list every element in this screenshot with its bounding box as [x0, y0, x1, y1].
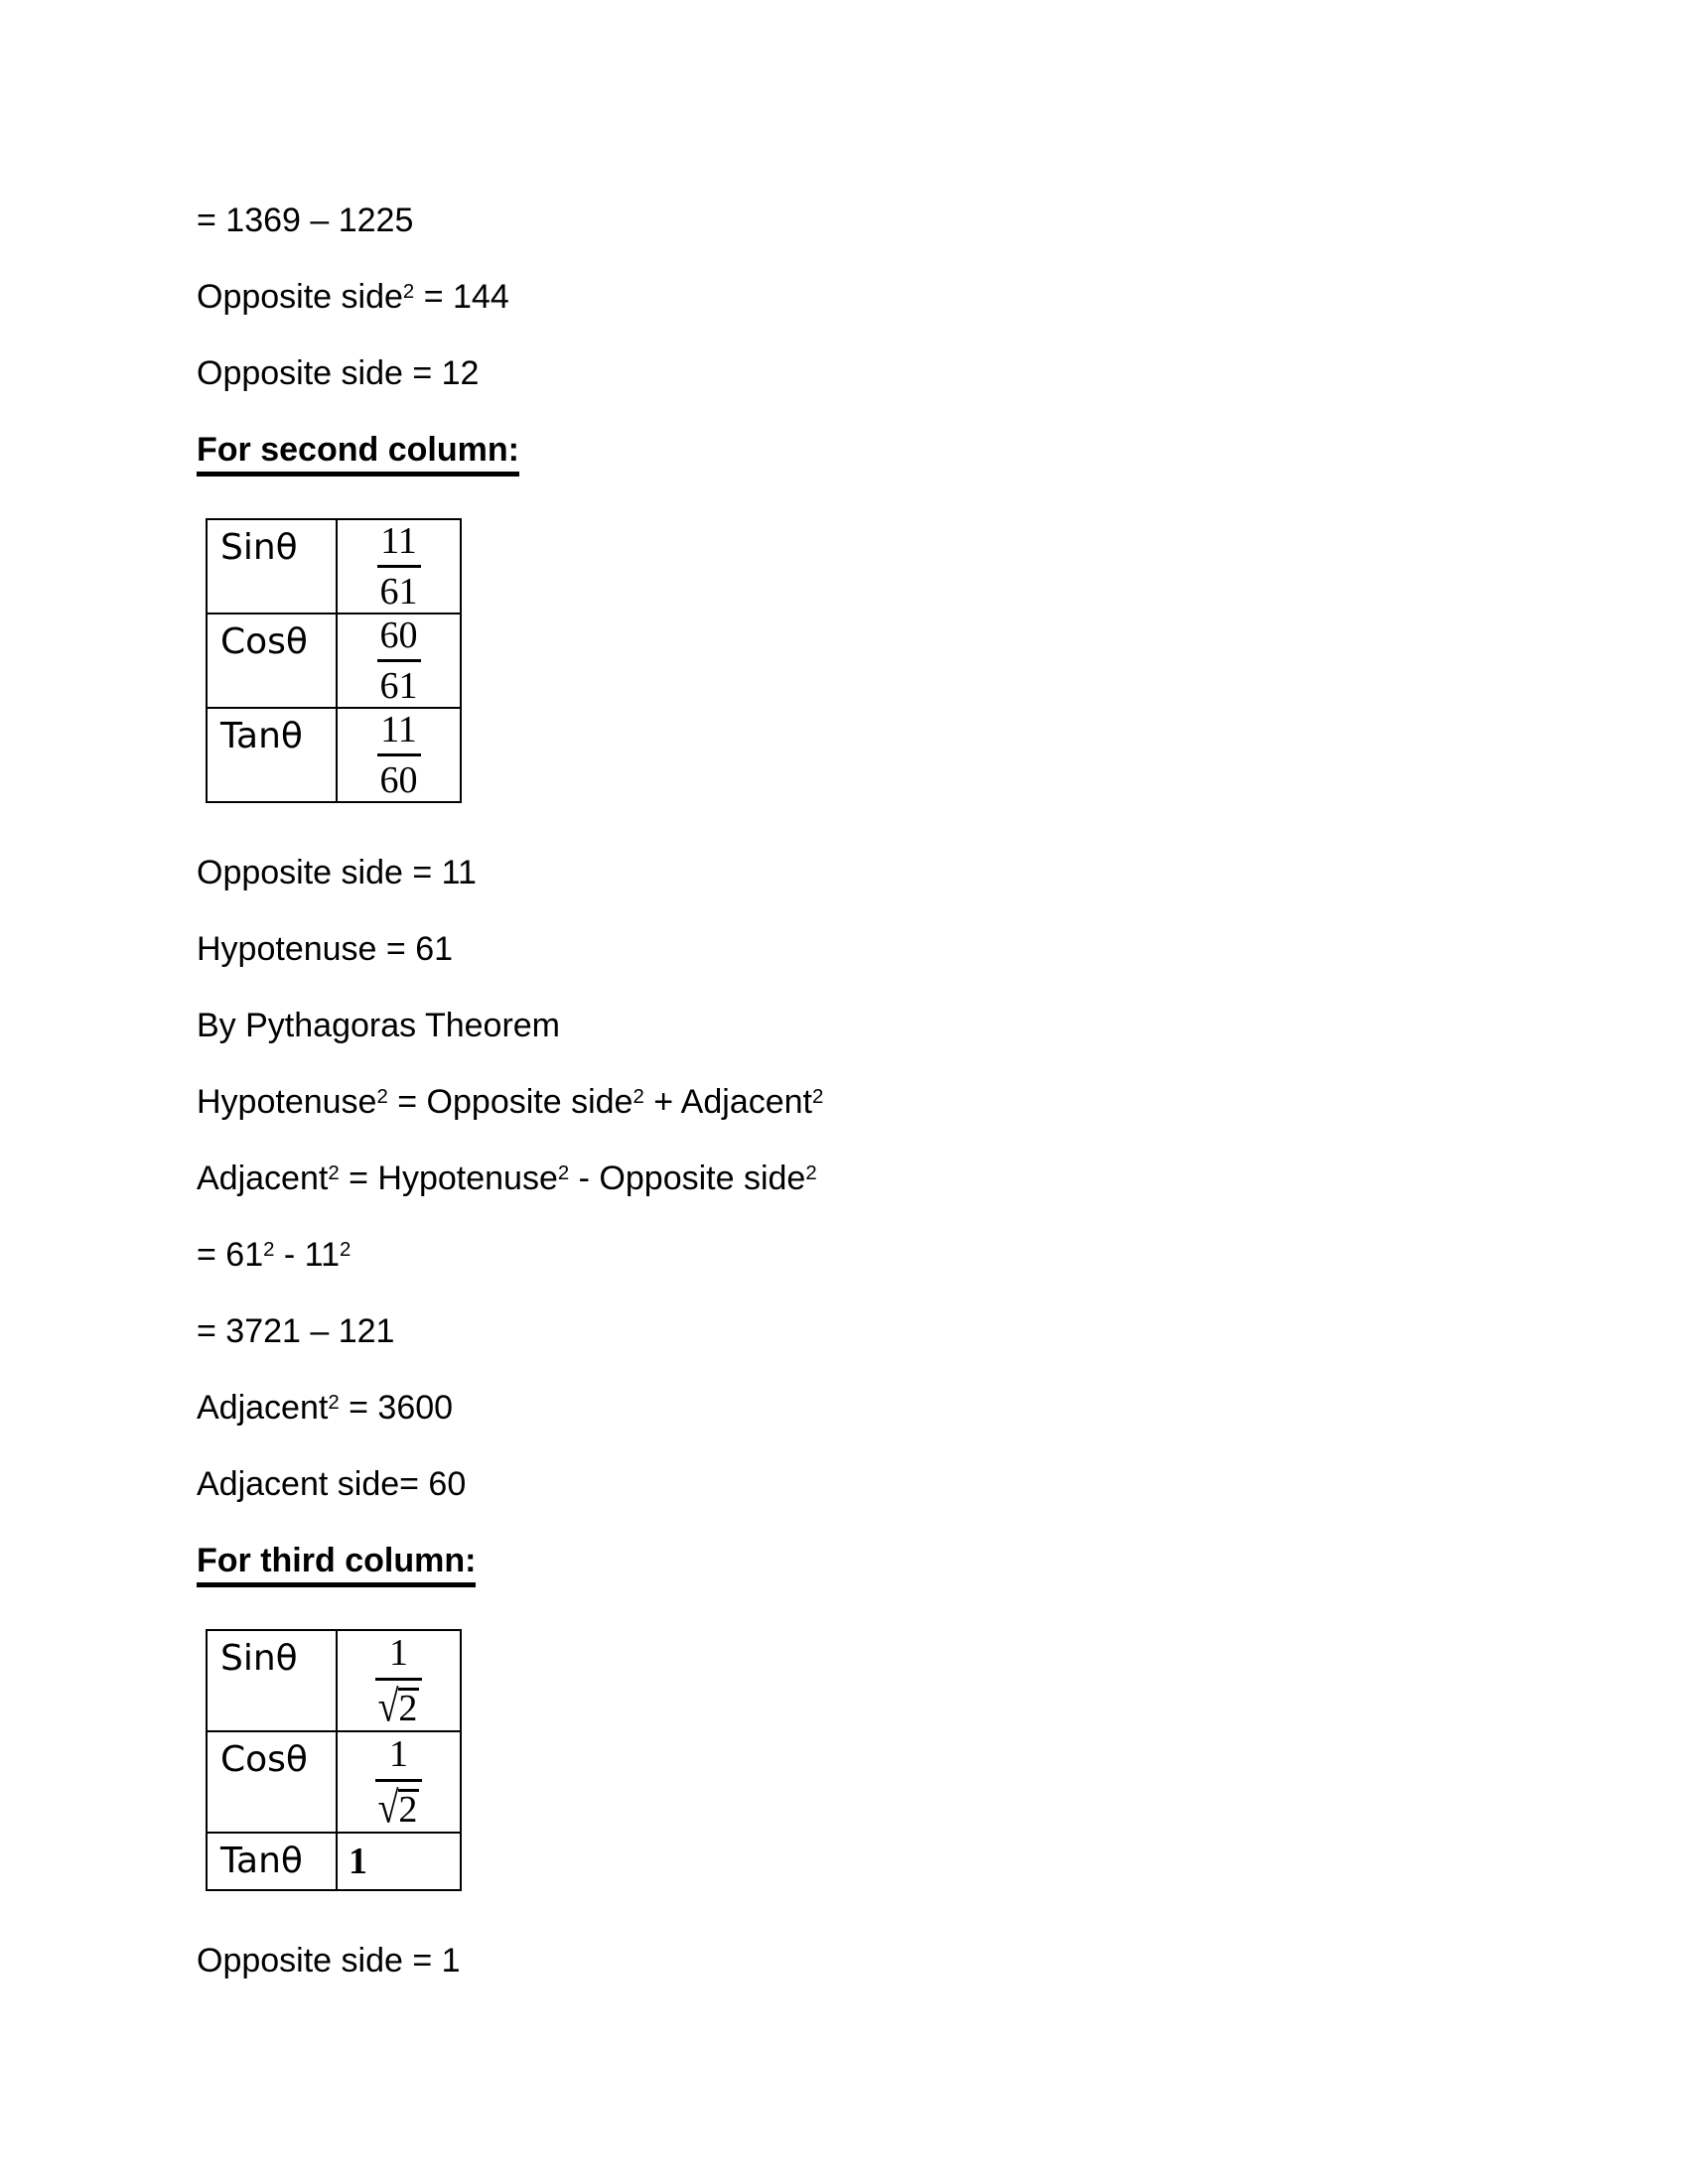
- trig-function-label: Tanθ: [207, 1833, 337, 1890]
- superscript: 2: [339, 1239, 352, 1262]
- paragraph-group-top: [197, 201, 1587, 393]
- superscript: 2: [402, 281, 415, 304]
- square-root: [377, 1681, 420, 1731]
- paragraph-group-middle: [197, 853, 1587, 1504]
- text-line: Opposite side = 11: [197, 854, 477, 891]
- text-line: Hypotenuse = 61: [197, 930, 454, 968]
- square-root: [377, 1782, 420, 1833]
- fraction-bar: [375, 1678, 423, 1681]
- fraction: [377, 519, 421, 613]
- fraction-numerator: 11: [380, 708, 417, 751]
- trig-table-second-column: [206, 518, 462, 803]
- fraction-denominator: 61: [379, 665, 418, 707]
- section-heading-third-column: [197, 1541, 1587, 1587]
- fraction-denominator: [375, 1681, 423, 1731]
- radical-sign: √: [377, 1681, 399, 1731]
- fraction-denominator: 61: [379, 571, 418, 613]
- trig-function-label: Tanθ: [207, 708, 337, 802]
- trig-value: [337, 1630, 461, 1731]
- text-line: = $61^2 - 11^2$: [197, 1236, 352, 1274]
- text-line: Adjacent$^2$ = Hypotenuse$^2$ - Opposite side$^2$: [197, 1160, 817, 1197]
- text-line: Opposite side = 12: [197, 354, 480, 392]
- document-content: [197, 201, 1587, 2017]
- fraction-bar: [377, 753, 421, 756]
- table-row: [207, 708, 461, 802]
- fraction: [375, 1632, 423, 1731]
- paragraph-group-bottom: [197, 1941, 1587, 1980]
- text-line: Hypotenuse$^2$ = Opposite side$^2$ + Adjacent$^2$: [197, 1083, 824, 1121]
- trig-value: 1: [337, 1833, 461, 1890]
- text-line: Opposite side$^2$ = 144: [197, 278, 509, 316]
- trig-table-third-column: [206, 1629, 462, 1891]
- table-row: [207, 1731, 461, 1833]
- fraction-numerator: 60: [379, 614, 418, 656]
- text-line: Adjacent$^2$ = 3600: [197, 1389, 454, 1427]
- text-line: Opposite side = 1: [197, 1942, 461, 1979]
- superscript: 2: [328, 1162, 340, 1185]
- superscript: 2: [263, 1239, 275, 1262]
- fraction-numerator: 1: [388, 1632, 408, 1675]
- fraction-bar: [377, 659, 421, 662]
- text-line: = 3721 – 121: [197, 1312, 395, 1350]
- trig-value: [337, 1731, 461, 1833]
- superscript: 2: [812, 1086, 824, 1109]
- fraction: [375, 1733, 423, 1833]
- fraction-numerator: 11: [380, 519, 417, 562]
- table-row: [207, 1833, 461, 1890]
- section-heading-second-column: [197, 430, 1587, 477]
- trig-value: [337, 708, 461, 802]
- text-line: = 1369 – 1225: [197, 202, 414, 239]
- radical-sign: √: [377, 1782, 399, 1833]
- fraction-bar: [377, 565, 421, 568]
- superscript: 2: [376, 1086, 388, 1109]
- fraction-denominator: [375, 1782, 423, 1833]
- text-line: By Pythagoras Theorem: [197, 1007, 560, 1044]
- table-row: [207, 1630, 461, 1731]
- section-heading-text: For second column:: [197, 430, 519, 477]
- radicand: 2: [398, 1687, 418, 1729]
- radicand: 2: [398, 1788, 418, 1831]
- fraction-bar: [375, 1779, 423, 1782]
- trig-function-label: Sinθ: [207, 519, 337, 614]
- text-line: Adjacent side= 60: [197, 1465, 467, 1503]
- trig-value: [337, 614, 461, 708]
- trig-function-label: Sinθ: [207, 1630, 337, 1731]
- superscript: 2: [805, 1162, 817, 1185]
- trig-function-label: Cosθ: [207, 614, 337, 708]
- trig-function-label: Cosθ: [207, 1731, 337, 1833]
- superscript: 2: [328, 1392, 340, 1415]
- table-row: [207, 519, 461, 614]
- superscript: 2: [557, 1162, 570, 1185]
- fraction: [377, 708, 421, 801]
- section-heading-text: For third column:: [197, 1541, 476, 1587]
- fraction-numerator: 1: [388, 1733, 408, 1776]
- table-row: [207, 614, 461, 708]
- superscript: 2: [633, 1086, 644, 1109]
- trig-value: [337, 519, 461, 614]
- fraction-denominator: 60: [379, 759, 418, 801]
- fraction: [377, 614, 421, 707]
